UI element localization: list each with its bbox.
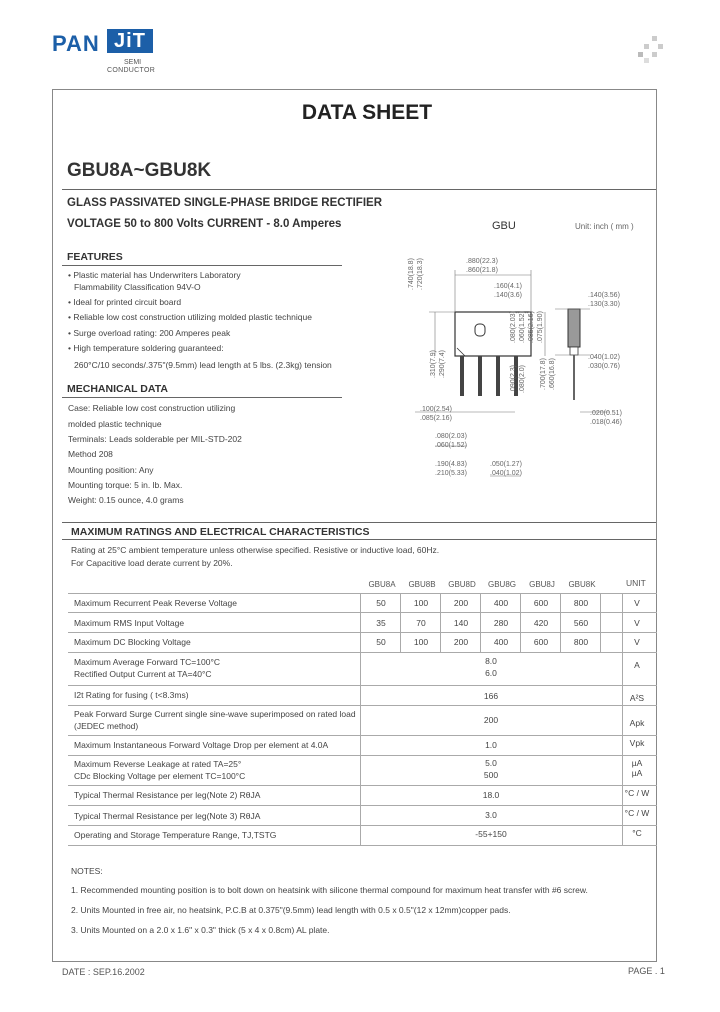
deco-square: [652, 52, 657, 57]
mechanical-item: Mounting position: Any: [68, 465, 154, 475]
row-label: Peak Forward Surge Current single sine-wave superimposed on rated load: [74, 709, 356, 719]
row-label: Maximum Recurrent Peak Reverse Voltage: [74, 598, 237, 608]
unit-cell: °C / W: [624, 808, 650, 818]
dimension-label: .050(1.27): [490, 461, 522, 468]
table-cell: 100: [413, 637, 429, 647]
footer-page-number: PAGE . 1: [628, 966, 665, 976]
mechanical-item: Method 208: [68, 449, 113, 459]
table-cell: 3.0: [485, 810, 497, 820]
row-label: Rectified Output Current at TA=40°C: [74, 669, 212, 679]
column-header-gbu8a: GBU8A: [368, 580, 396, 589]
dimension-label: .130(3.30): [588, 301, 620, 308]
unit-cell: V: [634, 618, 640, 628]
feature-item: • Plastic material has Underwriters Laboratory: [68, 270, 241, 280]
dimension-label: .075(1.90): [537, 311, 544, 343]
mounting-hole: [475, 324, 485, 336]
dimension-label: .085(2.16): [528, 311, 535, 343]
column-header-gbu8g: GBU8G: [487, 580, 516, 589]
row-label: I2t Rating for fusing ( t<8.3ms): [74, 690, 189, 700]
package-name: GBU: [492, 220, 516, 232]
dimension-label: .080(2.03): [435, 433, 467, 440]
deco-square: [644, 44, 649, 49]
unit-cell: Vpk: [629, 738, 645, 748]
feature-item: Flammability Classification 94V-O: [74, 282, 201, 292]
notes-heading: NOTES:: [71, 866, 103, 876]
dimension-label: .020(0.51): [590, 410, 622, 417]
table-line: [68, 612, 657, 613]
logo-sub-line2: CONDUCTOR: [107, 67, 156, 74]
unit-cell: µA: [631, 758, 643, 768]
dimension-label: .740(18.8): [408, 258, 415, 290]
dimension-label: .060(1.52): [435, 442, 467, 449]
deco-square: [644, 58, 649, 63]
feature-item: • High temperature soldering guaranteed:: [68, 343, 224, 353]
dimension-label: .100(2.54): [420, 406, 452, 413]
table-line: [68, 785, 657, 786]
unit-cell: µA: [631, 768, 643, 778]
unit-cell: °C: [632, 828, 642, 838]
dimension-label: .140(3.6): [494, 292, 523, 299]
table-cell: 400: [493, 637, 509, 647]
table-cell: 200: [483, 715, 499, 725]
table-cell: 18.0: [482, 790, 500, 800]
dimension-label: .860(21.8): [466, 267, 498, 274]
unit-cell: A: [634, 660, 640, 670]
table-cell: 800: [573, 598, 589, 608]
dimension-label: .085(2.16): [420, 415, 452, 422]
dimension-label: .030(0.76): [588, 363, 620, 370]
side-view-body: [568, 309, 580, 347]
unit-cell: V: [634, 637, 640, 647]
table-cell: 35: [376, 618, 386, 628]
mechanical-item: molded plastic technique: [68, 419, 162, 429]
table-cell: 280: [493, 618, 509, 628]
divider: [62, 522, 656, 523]
row-label: Typical Thermal Resistance per leg(Note 2) RθJA: [74, 790, 261, 800]
feature-item: • Ideal for printed circuit board: [68, 297, 182, 307]
dimension-label: .210(5.33): [435, 470, 467, 477]
row-label: Maximum RMS Input Voltage: [74, 618, 185, 628]
feature-item: • Surge overload rating: 200 Amperes peak: [68, 328, 231, 338]
row-label: CDc Blocking Voltage per element TC=100°C: [74, 771, 246, 781]
dimension-label: .660(16.8): [549, 358, 556, 390]
voltage-current-spec: VOLTAGE 50 to 800 Volts CURRENT - 8.0 Amperes: [67, 218, 342, 230]
note-item: 2. Units Mounted in free air, no heatsink, P.C.B at 0.375"(9.5mm) lead length with 0.5 x 0.5"(12 x 12mm)copper pads.: [71, 905, 511, 915]
side-view-base: [570, 347, 578, 355]
unit-cell: °C / W: [624, 788, 650, 798]
column-header-gbu8b: GBU8B: [408, 580, 436, 589]
mechanical-item: Case: Reliable low cost construction utilizing: [68, 403, 236, 413]
table-cell: 400: [493, 598, 509, 608]
row-label: Maximum Instantaneous Forward Voltage Drop per element at 4.0A: [74, 740, 329, 750]
logo-pan-text: PAN: [52, 31, 100, 56]
divider: [62, 189, 656, 190]
column-header-gbu8j: GBU8J: [529, 580, 555, 589]
table-cell: 500: [483, 770, 499, 780]
dimension-label: .080(2.03): [510, 311, 517, 343]
mechanical-item: Mounting torque: 5 in. lb. Max.: [68, 480, 183, 490]
part-number: GBU8A~GBU8K: [67, 160, 212, 181]
table-cell: 6.0: [485, 668, 497, 678]
ratings-note: Rating at 25°C ambient temperature unless otherwise specified. Resistive or inductive load, 60Hz.: [71, 545, 440, 555]
dimension-label: .018(0.46): [590, 419, 622, 426]
lead-pin: [478, 356, 482, 396]
column-header-gbu8k: GBU8K: [568, 580, 596, 589]
table-line: [68, 825, 657, 826]
mechanical-item: Weight: 0.15 ounce, 4.0 grams: [68, 495, 184, 505]
dimension-label: .310(7.9): [430, 349, 437, 378]
table-line: [68, 705, 657, 706]
dimension-label: .190(4.83): [435, 461, 467, 468]
dimension-label: .090(2.3): [510, 364, 517, 393]
table-cell: 100: [413, 598, 429, 608]
dimension-label: .140(3.56): [588, 292, 620, 299]
table-cell: 140: [453, 618, 469, 628]
unit-cell: V: [634, 598, 640, 608]
table-cell: 1.0: [485, 740, 497, 750]
divider: [62, 265, 342, 266]
table-line: [68, 805, 657, 806]
row-label: Operating and Storage Temperature Range, TJ,TSTG: [74, 830, 277, 840]
row-label: Typical Thermal Resistance per leg(Note 3) RθJA: [74, 811, 261, 821]
divider: [62, 397, 342, 398]
table-cell: 5.0: [485, 758, 497, 768]
note-item: 3. Units Mounted on a 2.0 x 1.6" x 0.3" thick (5 x 4 x 0.8cm) AL plate.: [71, 925, 330, 935]
dimension-label: .880(22.3): [466, 258, 498, 265]
deco-square: [658, 44, 663, 49]
deco-square: [652, 36, 657, 41]
dimension-label: .040(1.02): [490, 470, 522, 477]
table-cell: 50: [376, 598, 386, 608]
table-cell: 600: [533, 637, 549, 647]
table-cell: 8.0: [485, 656, 497, 666]
table-line: [68, 845, 657, 846]
ratings-note: For Capacitive load derate current by 20%.: [71, 558, 233, 568]
dimension-label: .080(2.0): [519, 364, 526, 393]
row-label: Maximum Reverse Leakage at rated TA=25°: [74, 759, 242, 769]
table-cell: 50: [376, 637, 386, 647]
lead-pin: [496, 356, 500, 396]
unit-cell: A²S: [629, 693, 645, 703]
unit-cell: Apk: [629, 718, 645, 728]
page-title: DATA SHEET: [301, 101, 433, 124]
table-cell: 420: [533, 618, 549, 628]
dimension-label: .290(7.4): [439, 349, 446, 378]
mechanical-heading: MECHANICAL DATA: [67, 383, 168, 395]
feature-item: • Reliable low cost construction utilizing molded plastic technique: [68, 312, 312, 322]
table-line: [68, 735, 657, 736]
table-cell: 560: [573, 618, 589, 628]
table-cell: 800: [573, 637, 589, 647]
lead-pin: [460, 356, 464, 396]
product-description: GLASS PASSIVATED SINGLE-PHASE BRIDGE RECTIFIER: [67, 197, 383, 209]
footer-date: DATE : SEP.16.2002: [62, 967, 145, 977]
logo-jit-text: JiT: [107, 29, 153, 53]
table-line: [68, 652, 657, 653]
dimension-label: .040(1.02): [588, 354, 620, 361]
table-cell: 600: [533, 598, 549, 608]
column-header-unit: UNIT: [626, 578, 646, 588]
dimension-label: .060(1.52): [519, 311, 526, 343]
divider: [62, 539, 656, 540]
unit-label: Unit: inch ( mm ): [575, 222, 634, 231]
table-line: [68, 685, 657, 686]
column-header-gbu8d: GBU8D: [448, 580, 476, 589]
table-cell: -55+150: [475, 829, 507, 839]
table-cell: 200: [453, 598, 469, 608]
footer-divider: [52, 961, 657, 962]
row-label: Maximum Average Forward TC=100°C: [74, 657, 220, 667]
table-line: [68, 632, 657, 633]
features-heading: FEATURES: [67, 251, 123, 263]
row-label: (JEDEC method): [74, 721, 139, 731]
dimension-label: .720(18.3): [417, 258, 424, 290]
table-cell: 166: [483, 691, 499, 701]
note-item: 1. Recommended mounting position is to bolt down on heatsink with silicone thermal compound for maximum heat transfer with #6 screw.: [71, 885, 588, 895]
row-label: Maximum DC Blocking Voltage: [74, 637, 191, 647]
deco-square: [638, 52, 643, 57]
table-cell: 70: [416, 618, 426, 628]
table-line: [68, 755, 657, 756]
table-line: [68, 593, 657, 594]
corner-decoration: [636, 36, 666, 66]
dimension-label: .160(4.1): [494, 283, 523, 290]
logo-sub-line1: SEMI: [124, 59, 142, 66]
ratings-heading: MAXIMUM RATINGS AND ELECTRICAL CHARACTERISTICS: [71, 526, 370, 538]
table-cell: 200: [453, 637, 469, 647]
dimension-label: .700(17.8): [540, 358, 547, 390]
mechanical-item: Terminals: Leads solderable per MIL-STD-202: [68, 434, 242, 444]
feature-item: 260°C/10 seconds/.375"(9.5mm) lead length at 5 lbs. (2.3kg) tension: [74, 360, 332, 370]
